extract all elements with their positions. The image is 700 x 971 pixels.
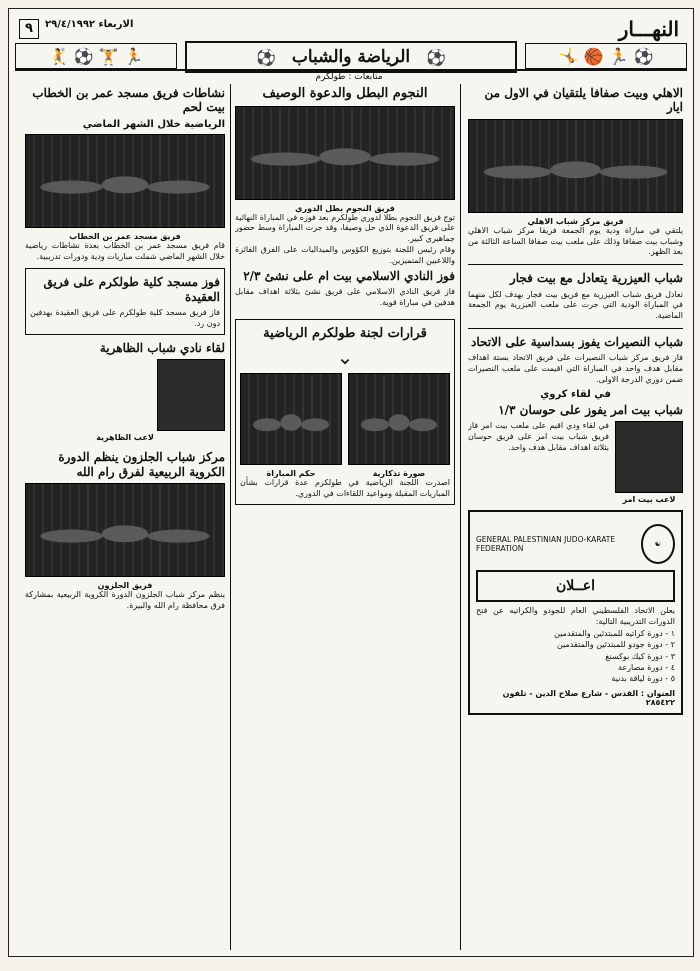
article-headline: نشاطات فريق مسجد عمر بن الخطاب بيت لحم (32, 86, 225, 115)
article-headline: مركز شباب الجلزون ينظم الدورة الكروية الربيعية لفرق رام الله (58, 450, 225, 479)
sports-icons: 🏃 🏋 ⚽ 🤾 (48, 46, 144, 66)
article-headline: شباب بيت امر يفوز على حوسان ١/٣ (498, 402, 683, 417)
arrow-down-icon: ⌄ (336, 345, 354, 370)
ad-box (468, 510, 683, 715)
article-text: ينظم مركز شباب الجلزون الدورة الكروية الربيعية بمشاركة فرق محافظة رام الله والبيرة. (25, 589, 225, 610)
side-box (25, 268, 225, 334)
list-item: ٢ - دورة جودو للمبتدئين والمتقدمين (557, 640, 675, 650)
article-text: توج فريق النجوم بطلا لدوري طولكرم بعد فوزه في المباراة النهائية على فريق الدعوة الذي حل وصيفا، وقد جرت المباراة وسط حضور جماهيري كبير. (235, 212, 455, 244)
list-item: ١ - دورة كراتيه للمبتدئين والمتقدمين (554, 628, 675, 638)
photo-caption: فريق الجلزون (97, 580, 153, 590)
divider (468, 328, 683, 329)
ad-banner: اعــلان (476, 570, 675, 602)
player-photo (157, 359, 225, 431)
article-text: وقام رئيس اللجنة بتوزيع الكؤوس والميداليات على الفرق الفائزة واللاعبين المتميزين. (235, 244, 455, 265)
photo-caption: صورة تذكارية (372, 469, 426, 479)
match-photo (240, 373, 342, 465)
sports-icons-right (525, 43, 687, 69)
column-right (468, 84, 683, 950)
team-photo (25, 483, 225, 577)
article-headline: شباب النصيرات يفوز بسداسية على الاتحاد (471, 334, 683, 349)
ad-address: العنوان : القدس - شارع صلاح الدين - تلفون ٢٨٥٤٢٢ (502, 688, 675, 707)
article-text: فاز فريق مسجد كلية طولكرم على فريق العقيدة بهدفين دون رد. (30, 308, 220, 328)
article-text: تعادل فريق شباب العيزرية مع فريق بيت فجار بهدف لكل منهما في المباراة الودية التي جرت على ملعب العيزرية يوم الجمعة الماضية. (468, 289, 683, 321)
issue-date: الاربعاء ٢٩/٤/١٩٩٢ (45, 19, 134, 30)
article-headline: النجوم البطل والدعوة الوصيف (262, 86, 428, 101)
column-divider (460, 84, 461, 950)
article-headline: الاهلي وبيت صفافا يلتقيان في الاول من ايار (484, 86, 683, 115)
match-photo (348, 373, 450, 465)
feature-box (235, 319, 455, 505)
article-headline: قرارات لجنة طولكرم الرياضية (263, 325, 427, 341)
sub-headline: في لقاء كروي (540, 388, 611, 400)
photo-caption: لاعب الظاهرية (96, 433, 154, 443)
photo-caption: حكم المباراة (266, 469, 316, 479)
byline: متابعات : طولكرم (315, 72, 383, 82)
article-headline: فوز النادي الاسلامي بيت ام على نشئ ٢/٣ (243, 268, 455, 283)
soccer-icon: ⚽ (426, 47, 447, 67)
newspaper-page (8, 8, 694, 957)
divider (468, 264, 683, 265)
article-text: فاز فريق النادي الاسلامي على فريق نشئ بثلاثة اهداف مقابل هدفين في مباراة قوية. (235, 286, 455, 307)
article-text: في لقاء ودي اقيم على ملعب بيت امر فاز فريق شباب بيت امر على فريق حوسان بثلاثة اهداف مقابل هدف واحد. (468, 421, 609, 452)
federation-logo: ☯ (641, 524, 675, 564)
team-photo (468, 119, 683, 213)
sports-icons: ⚽ 🏃 🏀 🤸 (558, 46, 654, 66)
soccer-icon: ⚽ (255, 47, 276, 67)
ad-text: يعلن الاتحاد الفلسطيني العام للجودو والكراتيه عن فتح الدورات التدريبية التالية: (476, 606, 675, 626)
sub-headline: الرياضية خلال الشهر الماضي (82, 118, 225, 130)
player-photo (615, 421, 683, 493)
photo-caption: لاعب بيت امر (622, 495, 676, 505)
column-divider (230, 84, 231, 950)
column-middle (235, 84, 455, 950)
federation-name: GENERAL PALESTINIAN JUDO-KARATE FEDERATION (476, 535, 616, 554)
article-headline: فوز مسجد كلية طولكرم على فريق العقيدة (43, 275, 220, 304)
article-text: قام فريق مسجد عمر بن الخطاب بعدة نشاطات رياضية خلال الشهر الماضي شملت مباريات ودية ودورات تدريبية. (25, 240, 225, 261)
photo-caption: فريق مسجد عمر بن الخطاب (69, 231, 181, 241)
column-left (25, 84, 225, 950)
newspaper-brand: النهـــار (618, 17, 679, 41)
article-text: فاز فريق مركز شباب النصيرات على فريق الاتحاد بستة اهداف مقابل هدف واحد في المباراة التي اقيمت على ملعب النصيرات ضمن دوري الدرجة الاولى. (468, 353, 683, 384)
section-title-text: الرياضة والشباب (291, 47, 411, 67)
section-title (185, 41, 517, 73)
list-item: ٣ - دورة كيك بوكسنغ (605, 651, 675, 661)
photo-caption: فريق النجوم بطل الدوري (295, 203, 395, 213)
article-text: اصدرت اللجنة الرياضية في طولكرم عدة قرارات بشأن المباريات المقبلة ومواعيد اللقاءات في الدوري. (240, 478, 450, 498)
list-item: ٤ - دورة مصارعة (618, 662, 675, 672)
page-number: ٩ (19, 19, 39, 39)
sports-icons-left (15, 43, 177, 69)
article-text: يلتقي في مباراة ودية يوم الجمعة فريقا مركز شباب الاهلي وشباب بيت صفافا وذلك على ملعب بيت صفافا الساعة الثالثة من بعد الظهر. (468, 225, 683, 257)
team-photo (235, 106, 455, 200)
photo-caption: فريق مركز شباب الاهلي (527, 216, 624, 226)
masthead (15, 15, 687, 71)
article-headline: لقاء نادي شباب الظاهرية (99, 340, 225, 355)
ad-course-list (476, 629, 675, 685)
list-item: ٥ - دورة لياقة بدنية (611, 674, 675, 684)
article-headline: شباب العيزرية يتعادل مع بيت فجار (509, 271, 683, 286)
team-photo (25, 134, 225, 228)
